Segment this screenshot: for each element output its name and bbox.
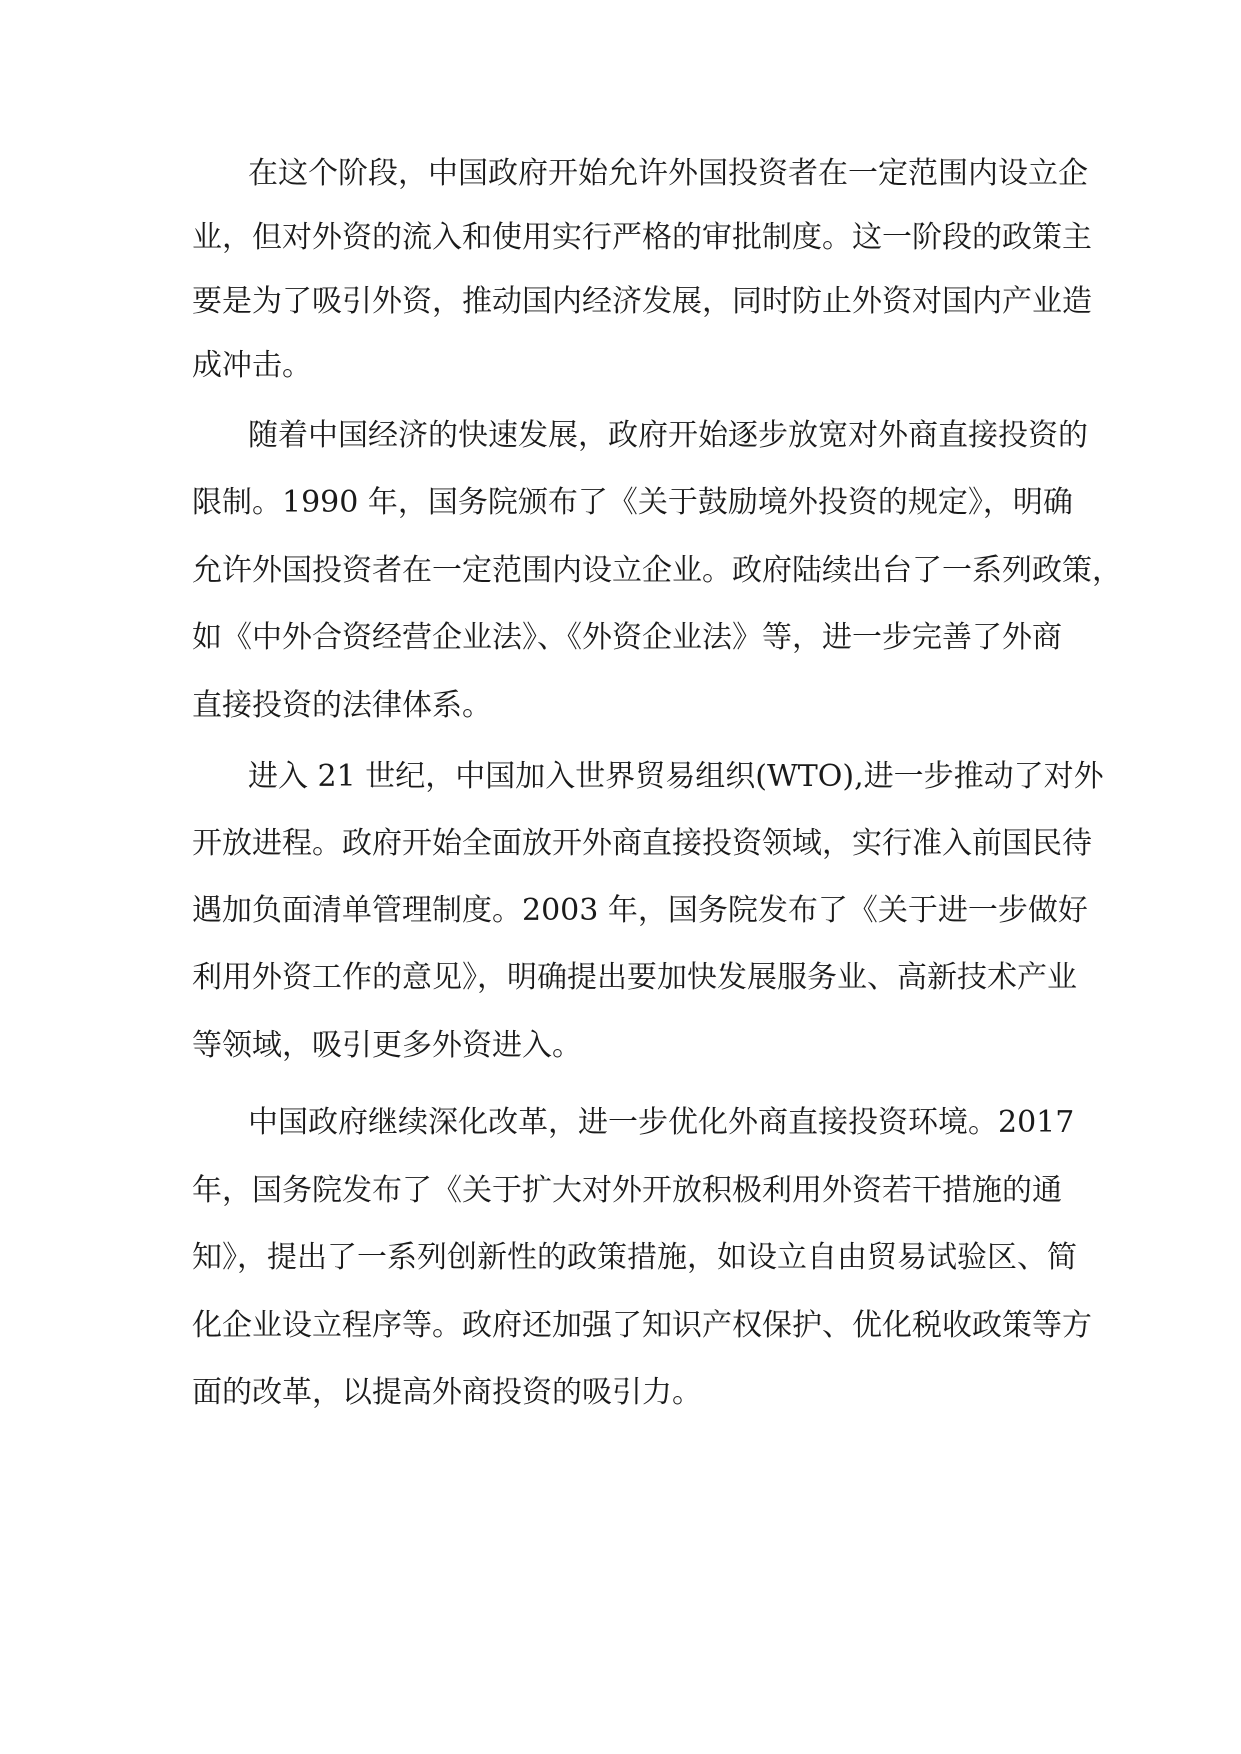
paragraph-1-line-2: 业，但对外资的流入和使用实行严格的审批制度。这一阶段的政策主 xyxy=(192,220,1092,255)
paragraph-2-line-2: 限制。1990 年，国务院颁布了《关于鼓励境外投资的规定》，明确 xyxy=(192,485,1073,520)
paragraph-2-line-5: 直接投资的法律体系。 xyxy=(192,688,492,723)
paragraph-1-line-1: 在这个阶段，中国政府开始允许外国投资者在一定范围内设立企 xyxy=(248,156,1088,191)
paragraph-2-line-1: 随着中国经济的快速发展，政府开始逐步放宽对外商直接投资的 xyxy=(248,418,1088,453)
paragraph-4-line-3: 知》，提出了一系列创新性的政策措施，如设立自由贸易试验区、简 xyxy=(192,1240,1077,1275)
paragraph-1-line-3: 要是为了吸引外资，推动国内经济发展，同时防止外资对国内产业造 xyxy=(192,284,1092,319)
paragraph-3-line-4: 利用外资工作的意见》，明确提出要加快发展服务业、高新技术产业 xyxy=(192,960,1077,995)
paragraph-4-line-2: 年，国务院发布了《关于扩大对外开放积极利用外资若干措施的通 xyxy=(192,1173,1062,1208)
paragraph-3-line-1: 进入 21 世纪，中国加入世界贸易组织(WTO),进一步推动了对外 xyxy=(248,759,1104,794)
paragraph-4-line-4: 化企业设立程序等。政府还加强了知识产权保护、优化税收政策等方 xyxy=(192,1308,1092,1343)
paragraph-3-line-3: 遇加负面清单管理制度。2003 年，国务院发布了《关于进一步做好 xyxy=(192,893,1088,928)
paragraph-4-line-1: 中国政府继续深化改革，进一步优化外商直接投资环境。2017 xyxy=(248,1105,1075,1140)
paragraph-1-line-4: 成冲击。 xyxy=(192,348,312,383)
paragraph-2-line-3: 允许外国投资者在一定范围内设立企业。政府陆续出台了一系列政策， xyxy=(192,553,1122,588)
paragraph-2-line-4: 如《中外合资经营企业法》、《外资企业法》等，进一步完善了外商 xyxy=(192,620,1062,655)
paragraph-3-line-5: 等领域，吸引更多外资进入。 xyxy=(192,1028,582,1063)
paragraph-4-line-5: 面的改革，以提高外商投资的吸引力。 xyxy=(192,1375,702,1410)
paragraph-3-line-2: 开放进程。政府开始全面放开外商直接投资领域，实行准入前国民待 xyxy=(192,826,1092,861)
